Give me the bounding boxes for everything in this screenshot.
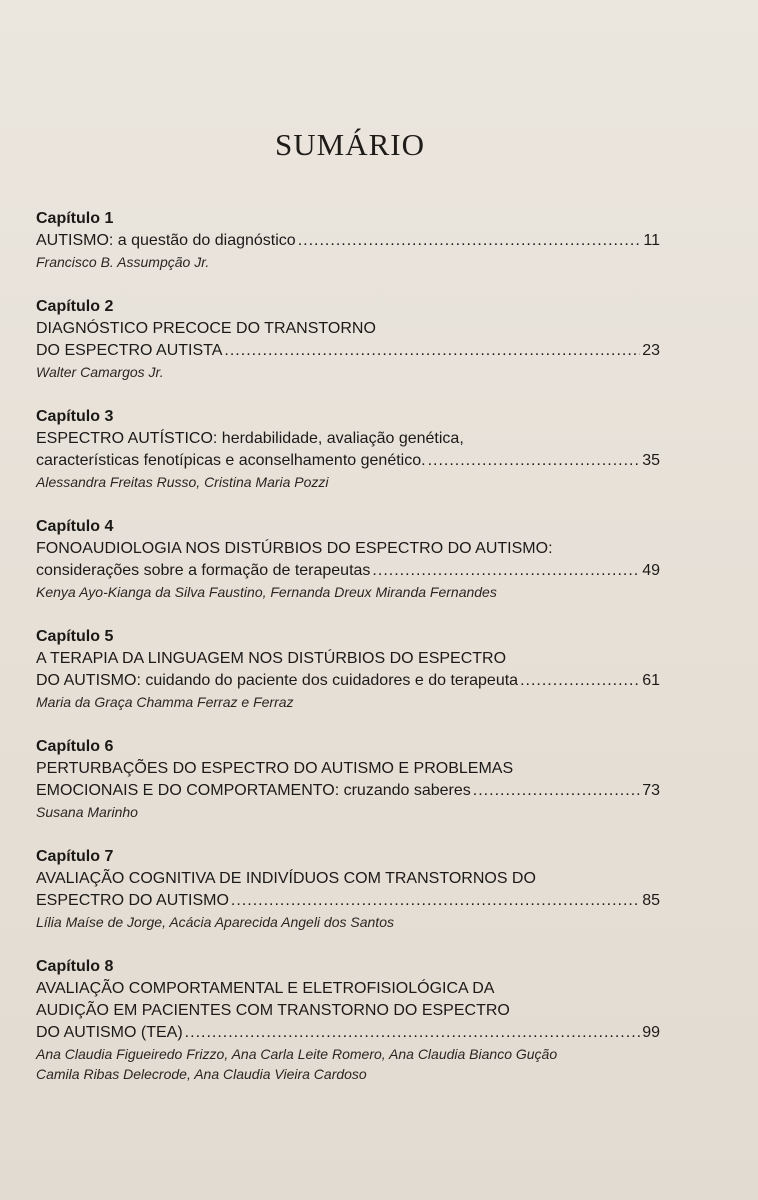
page-number: 61: [642, 672, 660, 689]
page-number: 73: [642, 782, 660, 799]
chapter-title-line: DO ESPECTRO AUTISTA: [36, 342, 223, 359]
chapter-title-leader-line: [36, 1022, 660, 1044]
page-number: 11: [643, 232, 660, 249]
dot-leader: [372, 560, 640, 582]
dot-leader: [224, 340, 640, 362]
chapter-authors: Alessandra Freitas Russo, Cristina Maria Pozzi: [36, 474, 329, 490]
chapter-title-line: AUTISMO: a questão do diagnóstico: [36, 232, 296, 249]
chapter-authors: Camila Ribas Delecrode, Ana Claudia Vieira Cardoso: [36, 1066, 367, 1082]
chapter-title-leader-line: [36, 450, 660, 472]
chapter-title-line: AVALIAÇÃO COMPORTAMENTAL E ELETROFISIOLÓGICA DA: [36, 980, 495, 997]
chapter-title-line: A TERAPIA DA LINGUAGEM NOS DISTÚRBIOS DO ESPECTRO: [36, 650, 507, 667]
page-title: SUMÁRIO: [275, 127, 425, 162]
dot-leader: [520, 670, 640, 692]
dot-leader: [231, 890, 640, 912]
chapter-title-line: DIAGNÓSTICO PRECOCE DO TRANSTORNO: [36, 320, 376, 337]
page-number: 85: [642, 892, 660, 909]
chapter-authors: Maria da Graça Chamma Ferraz e Ferraz: [36, 694, 294, 710]
toc-entry: [36, 846, 660, 932]
toc-entry: [36, 736, 660, 822]
chapter-title-leader-line: [36, 780, 660, 802]
chapter-label: Capítulo 8: [36, 958, 114, 975]
toc-entry: [36, 956, 660, 1084]
chapter-title-line: considerações sobre a formação de terapeutas: [36, 562, 371, 579]
page-number: 49: [642, 562, 660, 579]
page-number: 99: [642, 1024, 660, 1041]
toc-entry: [36, 296, 660, 382]
dot-leader: [298, 230, 642, 252]
chapter-title-line: FONOAUDIOLOGIA NOS DISTÚRBIOS DO ESPECTRO DO AUTISMO:: [36, 540, 553, 557]
dot-leader: [185, 1022, 641, 1044]
toc-entry: [36, 626, 660, 712]
chapter-authors: Susana Marinho: [36, 804, 138, 820]
chapter-authors: Lília Maíse de Jorge, Acácia Aparecida Angeli dos Santos: [36, 914, 394, 930]
chapter-title-line: ESPECTRO DO AUTISMO: [36, 892, 229, 909]
chapter-label: Capítulo 3: [36, 408, 114, 425]
chapter-label: Capítulo 6: [36, 738, 114, 755]
chapter-title-leader-line: [36, 670, 660, 692]
chapter-title-line: EMOCIONAIS E DO COMPORTAMENTO: cruzando saberes: [36, 782, 471, 799]
chapter-title-line: ESPECTRO AUTÍSTICO: herdabilidade, avaliação genética,: [36, 430, 464, 447]
chapter-title-line: DO AUTISMO: cuidando do paciente dos cuidadores e do terapeuta: [36, 672, 519, 689]
chapter-authors: Ana Claudia Figueiredo Frizzo, Ana Carla Leite Romero, Ana Claudia Bianco Gução: [36, 1046, 558, 1062]
table-of-contents: [36, 208, 660, 1108]
chapter-label: Capítulo 5: [36, 628, 114, 645]
chapter-title-line: características fenotípicas e aconselhamento genético.: [36, 452, 426, 469]
page-number: 35: [642, 452, 660, 469]
dot-leader: [428, 450, 641, 472]
chapter-label: Capítulo 1: [36, 210, 114, 227]
chapter-title-leader-line: [36, 560, 660, 582]
chapter-label: Capítulo 4: [36, 518, 114, 535]
chapter-title-leader-line: [36, 890, 660, 912]
chapter-title-leader-line: [36, 230, 660, 252]
chapter-title-leader-line: [36, 340, 660, 362]
toc-entry: [36, 516, 660, 602]
dot-leader: [473, 780, 640, 802]
chapter-title-line: PERTURBAÇÕES DO ESPECTRO DO AUTISMO E PROBLEMAS: [36, 760, 514, 777]
toc-entry: [36, 406, 660, 492]
chapter-authors: Kenya Ayo-Kianga da Silva Faustino, Fernanda Dreux Miranda Fernandes: [36, 584, 497, 600]
page-number: 23: [642, 342, 660, 359]
chapter-title-line: AUDIÇÃO EM PACIENTES COM TRANSTORNO DO ESPECTRO: [36, 1002, 510, 1019]
chapter-label: Capítulo 7: [36, 848, 114, 865]
chapter-authors: Francisco B. Assumpção Jr.: [36, 254, 210, 270]
chapter-authors: Walter Camargos Jr.: [36, 364, 164, 380]
chapter-title-line: AVALIAÇÃO COGNITIVA DE INDIVÍDUOS COM TRANSTORNOS DO: [36, 870, 536, 887]
chapter-label: Capítulo 2: [36, 298, 114, 315]
chapter-title-line: DO AUTISMO (TEA): [36, 1024, 183, 1041]
toc-entry: [36, 208, 660, 272]
